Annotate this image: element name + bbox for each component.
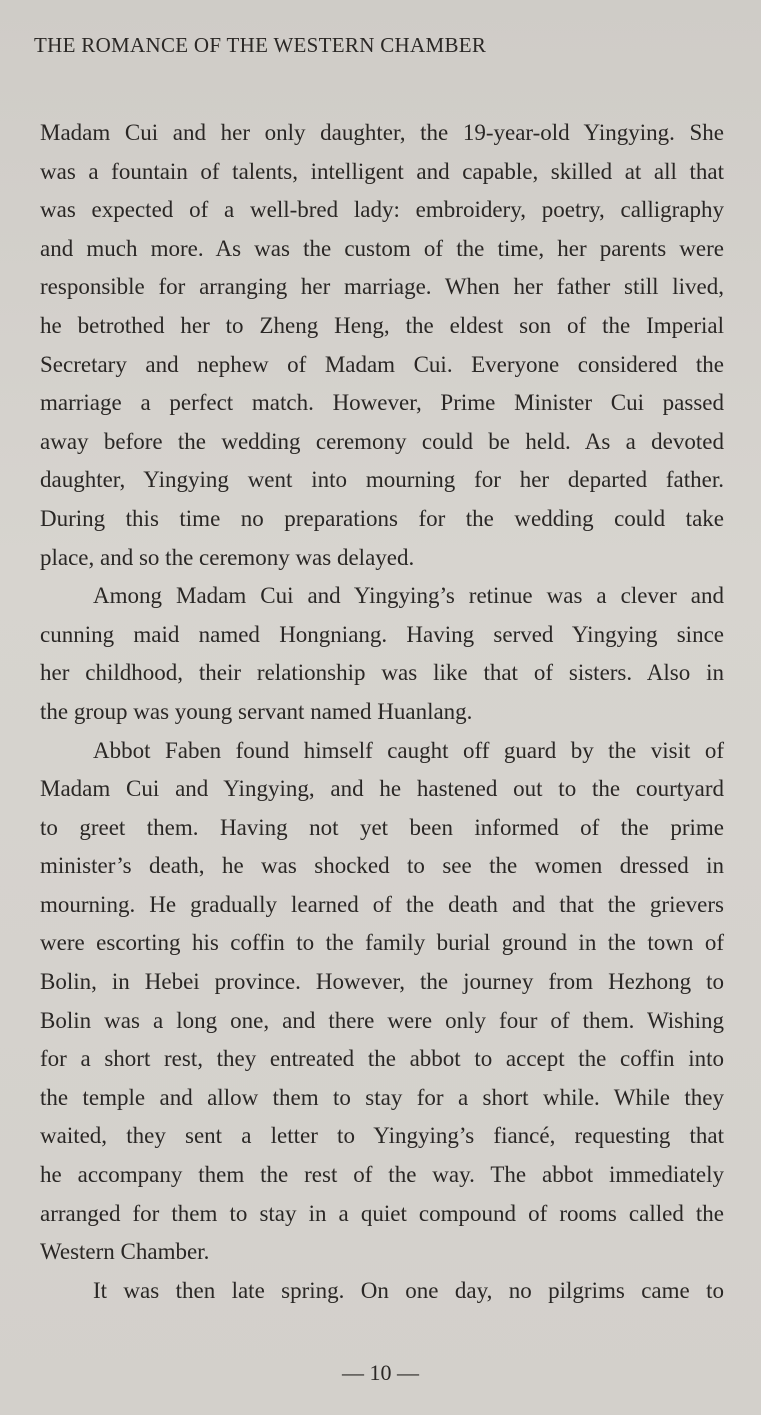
text-line: responsible for arranging her marriage. When her father still lived,	[40, 274, 724, 300]
text-line: were escorting his coffin to the family burial ground in the town of	[40, 930, 724, 956]
text-line: waited, they sent a letter to Yingying’s fiancé, requesting that	[40, 1123, 724, 1149]
text-line: away before the wedding ceremony could be held. As a devoted	[40, 428, 724, 454]
text-line: Bolin, in Hebei province. However, the journey from Hezhong to	[40, 969, 724, 995]
text-line: Bolin was a long one, and there were only four of them. Wishing	[40, 1007, 724, 1033]
text-line: daughter, Yingying went into mourning for her departed father.	[40, 467, 724, 493]
text-line: arranged for them to stay in a quiet compound of rooms called the	[40, 1200, 724, 1226]
text-line: mourning. He gradually learned of the death and that the grievers	[40, 891, 724, 917]
paragraph-1	[40, 114, 724, 577]
text-line: Among Madam Cui and Yingying’s retinue was a clever and	[93, 583, 724, 609]
page-number: — 10 —	[342, 1360, 419, 1385]
text-line: the group was young servant named Huanlang.	[40, 698, 473, 724]
running-head-title: THE ROMANCE OF THE WESTERN CHAMBER	[34, 33, 487, 57]
text-line: he betrothed her to Zheng Heng, the eldest son of the Imperial	[40, 312, 724, 338]
text-line: and much more. As was the custom of the time, her parents were	[40, 235, 724, 261]
text-line: was expected of a well-bred lady: embroidery, poetry, calligraphy	[40, 197, 724, 223]
text-line: was a fountain of talents, intelligent and capable, skilled at all that	[40, 158, 724, 184]
text-line: place, and so the ceremony was delayed.	[40, 544, 415, 570]
text-line: Abbot Faben found himself caught off guard by the visit of	[93, 737, 724, 763]
paragraph-2	[40, 577, 724, 731]
text-line: cunning maid named Hongniang. Having served Yingying since	[40, 621, 724, 647]
text-line: he accompany them the rest of the way. The abbot immediately	[40, 1162, 724, 1188]
text-line: her childhood, their relationship was like that of sisters. Also in	[40, 660, 724, 686]
text-line: It was then late spring. On one day, no pilgrims came to	[93, 1277, 724, 1303]
text-line: to greet them. Having not yet been informed of the prime	[40, 814, 724, 840]
text-line: During this time no preparations for the wedding could take	[40, 505, 724, 531]
body-text	[40, 114, 724, 1310]
text-line: Western Chamber.	[40, 1239, 210, 1265]
paragraph-4	[40, 1272, 724, 1311]
text-line: Madam Cui and Yingying, and he hastened out to the courtyard	[40, 776, 724, 802]
text-line: Secretary and nephew of Madam Cui. Everyone considered the	[40, 351, 724, 377]
text-line: minister’s death, he was shocked to see the women dressed in	[40, 853, 724, 879]
paragraph-3	[40, 732, 724, 1272]
text-line: marriage a perfect match. However, Prime Minister Cui passed	[40, 390, 724, 416]
text-line: the temple and allow them to stay for a short while. While they	[40, 1084, 724, 1110]
text-line: for a short rest, they entreated the abbot to accept the coffin into	[40, 1046, 724, 1072]
text-line: Madam Cui and her only daughter, the 19-year-old Yingying. She	[40, 120, 724, 145]
